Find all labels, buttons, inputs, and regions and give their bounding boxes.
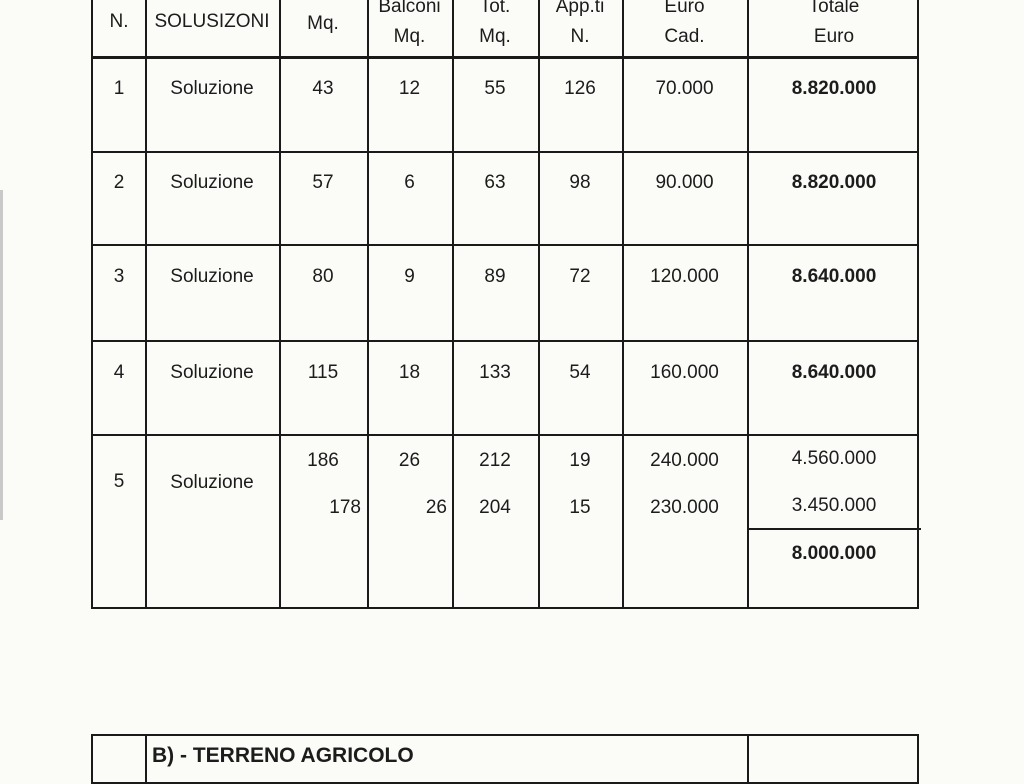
table-row: 5 Soluzione 186 178 26 26 212 204 19 15 240.000 230.000 4.560.000 3.450.000 8.000.000	[93, 434, 917, 611]
scan-mark	[0, 190, 3, 520]
header-app: App.ti N.	[555, 0, 605, 47]
section-b-title: B) - TERRENO AGRICOLO	[152, 744, 414, 767]
header-soluzioni: SOLUSIZONI	[154, 11, 270, 32]
table-row: 1 Soluzione 43 12 55 126 70.000 8.820.000	[113, 78, 877, 99]
header-tot: Tot. Mq.	[479, 0, 511, 47]
table-row: 2 Soluzione 57 6 63 98 90.000 8.820.000	[113, 172, 877, 193]
header-euro-cad: Euro Cad.	[664, 0, 705, 47]
header-mq: Mq.	[307, 13, 339, 34]
table-row: 3 Soluzione 80 9 89 72 120.000 8.640.000	[113, 266, 877, 287]
header-balconi: Balconi Mq.	[378, 0, 441, 47]
header-n: N.	[109, 11, 129, 32]
table-row: 4 Soluzione 115 18 133 54 160.000 8.640.000	[113, 362, 877, 383]
price-table	[91, 0, 919, 609]
terreno-agricolo-table	[91, 734, 919, 784]
row5-sum: 8.000.000	[791, 543, 877, 564]
header-totale-euro: Totale Euro	[808, 0, 860, 47]
